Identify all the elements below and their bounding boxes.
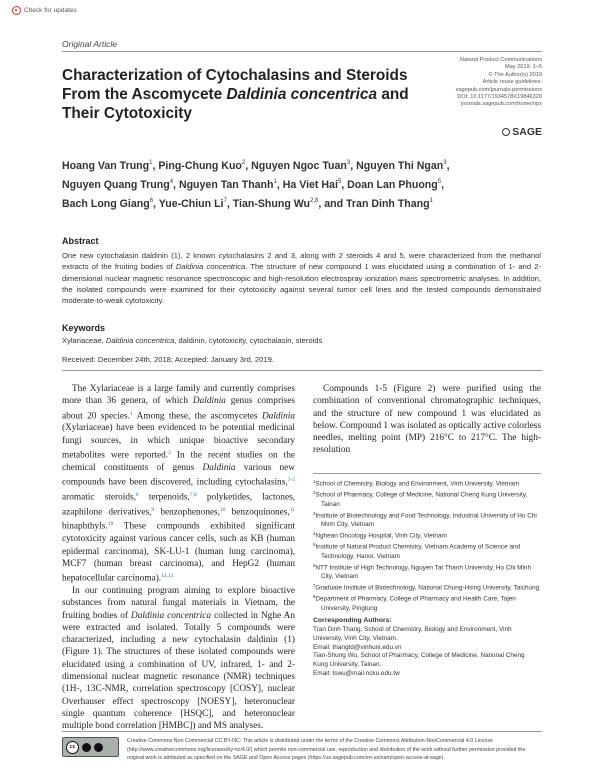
author: Hoang Van Trung$^1$, [62,160,159,172]
citation[interactable]: 3-5 [287,477,295,484]
citation[interactable]: 11 [289,506,295,513]
reuse-link[interactable]: sagepub.com/journals-permissions [455,86,542,93]
citation[interactable]: 10 [220,506,226,513]
corresponding-line: Tran Dinh Thang, School of Chemistry, Biology and Environment, Vinh University, Vinh City, Vietnam. [313,625,512,642]
corresponding-heading: Corresponding Authors: [313,616,392,624]
journal-link[interactable]: journals.sagepub.com/home/npx [461,101,542,108]
author: Nguyen Quang Trung$^4$, [62,179,179,191]
affiliation: $^4$Nghean Oncology Hospital, Vinh City, Vietnam [313,531,447,540]
nc-icon [94,743,103,752]
license-text: Creative Commons Non Commercial CC BY-NC: This article is distributed under the terms of the Creative Commons Attribution-NonCommercial 4.0 License (http://www.creativecommons.org/licenses/by-nc/4.0/) which permits non-commercial use, reproduction and distribution of the work without further permission provided the original work is attributed as specified on the SAGE and Open Access pages (https://us.sagepub.com/en-us/nam/open-access-at-sage). [127,738,526,761]
author: Doan Lan Phuong$^5$, [347,179,445,191]
affiliation: $^2$School of Pharmacy, College of Medicine, National Cheng Kung University, Tainan [313,490,528,508]
paragraph: Compounds 1-5 (Figure 2) were purified using the combination of conventional chromatographic techniques, and the structure of new compound 1 was elucidated as below. Compound 1 was isolated as optically active colorless needles, melting point (MP) 216°C to 217°C. The high-resolution [313,384,541,456]
abstract-text: One new cytochalasin daldinin (1), 2 known cytochalasins 2 and 3, along with 2 steroids 4 and 5, were characterized from the methanol extracts of the fruiting bodies of Daldinia concentrica. The structure of new compound 1 was elucidated using a combination of 1- and 2-dimensional nuclear magnetic resonance spectroscopic and high-resolution electrospray ionization mass spectrometric analyses. In addition, the isolated compounds were examined for their cytotoxicity against several tumor cell lines and the tested compounds demonstrated moderate-to-weak cytotoxicity. [62,251,541,306]
citation[interactable]: 12,13 [161,573,174,580]
keywords-heading: Keywords [62,323,106,333]
affiliation: $^5$Institute of Natural Product Chemistry, Vietnam Academy of Science and Technology, Hanoi, Vietnam [313,542,521,560]
affiliation: $^1$School of Chemistry, Biology and Environment, Vinh University, Vietnam [313,479,520,488]
affiliation: $^8$Department of Pharmacy, College of Pharmacy and Health Care, Tajen University, Pingtung [313,594,516,612]
body-column-right [313,383,541,457]
body-column-left [62,383,295,733]
author: Tran Dinh Thang$^1$ [346,198,433,210]
reuse-label: Article reuse guidelines: [482,79,542,86]
journal-issue: May 2019: 1–5 [504,64,542,71]
doi[interactable]: DOI: 10.1177/1934578X19846320 [457,94,542,101]
citation[interactable]: 10 [107,521,114,528]
author: Tian-Shung Wu$^{2,8}$, and [232,198,347,210]
title-species: Daldinia concentrica [226,86,378,103]
citation[interactable]: 7,8 [189,491,197,498]
journal-meta [402,57,542,109]
body-divider [62,370,542,371]
author: Bach Long Giang$^6$, [62,198,159,210]
title-main: Characterization of Cytochalasins and Steroids From the Ascomycete [62,67,408,103]
cc-icon: cc [66,741,79,754]
affiliation: $^3$Institute of Biotechnology and Food Technology, Industrial University of Ho Chi Minh City, Vietnam [313,510,537,529]
license-footer [62,737,542,763]
affiliations-footnote [313,473,541,679]
affiliation: $^7$Graduate Institute of Biotechnology, National Chung-Hsing University, Taichung [313,583,540,592]
affiliation: $^6$NTT Institute of High Technology, Nguyen Tat Thanh University, Ho Chi Minh City, Vietnam [313,562,531,581]
abstract-heading: Abstract [62,236,99,246]
corresponding-line: Tian-Shung Wu, School of Pharmacy, College of Medicine, National Cheng Kung University, Tainan. [313,652,525,669]
footnote-divider [313,473,541,474]
keywords-list: Xylariaceae, Daldinia concentrica, daldinin, cytotoxicity, cytochalasin, steroids [62,336,323,345]
article-title [62,66,432,123]
update-icon [12,6,21,15]
license-divider [62,731,542,732]
citation[interactable]: 1 [129,410,133,417]
check-updates-label: Check for updates [24,7,77,14]
publisher-name: SAGE [512,126,542,138]
by-icon [82,743,91,752]
article-type: Original Article [62,39,117,49]
sage-logo [502,126,542,138]
citation[interactable]: 9 [151,506,155,513]
author: Nguyen Tan Thanh$^1$, [178,179,283,191]
author: Ha Viet Hai$^5$, [282,179,348,191]
author: Nguyen Ngoc Tuan$^3$, [251,160,357,172]
paragraph: In our continuing program aiming to explore bioactive substances from natural fungal materials in Vietnam, the fruiting bodies of Daldinia concentrica collected in Nghe An were extracted and isolated. Totally 5 compounds were characterized, including a new cytochalasin daldinin (1) (Figure 1). The structures of these isolated compounds were elucidated using a combination of UV, infrared, 1- and 2-dimensional nuclear magnetic resonance (NMR) techniques (1H-, 13C-NMR, correlation spectroscopy [COSY], nuclear Overhauser effect spectroscopy [NOESY], heteronuclear single quantum coherence [HSQC], and heteronuclear multiple bond correlation [HMBC]) and MS analyses. [62,585,296,732]
cc-by-nc-badge[interactable] [62,737,119,757]
author: Nguyen Thi Ngan$^3$, [356,160,450,172]
author-list [62,155,492,212]
copyright: © The Author(s) 2019 [488,71,542,78]
corresponding-email[interactable]: Email: tswu@mail.ncku.edu.tw [313,670,400,678]
paragraph: The Xylariaceae is a large family and currently comprises more than 36 genera, of which Daldinia genus comprises about 20 species.$^1$ Among these, the ascomycetes Daldinia (Xylariaceae) have been evidenced to be potential medicinal fungi sources, in which unique bioactive secondary metabolites were reported.$^2$ In the recent studies on the chemical constituents of genus Daldinia various new compounds have been discovered, including cytochalasins,$^{3-5}$ aromatic steroids,$^6$ terpenoids,$^{7,8}$ polyketides, lactones, azaphilone derivatives,$^9$ benzophenones,$^{10}$ benzoquinones,$^{11}$ binaphthyls.$^{10}$ These compounds exhibited significant cytotoxicity against various cancer cells, such as KB (human epidermal carcinoma), SK-LU-1 (human lung carcinoma), MCF7 (human breast carcinoma), and HepG2 (human hepatocellular carcinoma).$^{12,13}$ [62,384,296,584]
check-for-updates-badge[interactable] [12,6,77,15]
title-tail: and Their Cytotoxicity [62,86,409,122]
journal-name: Natural Product Communications [459,57,542,63]
author: Yue-Chiun Li$^7$, [158,198,233,210]
citation[interactable]: 6 [135,491,139,498]
sage-mark-icon [502,128,510,136]
citation[interactable]: 2 [168,449,171,456]
header-divider [62,51,542,52]
received-dates: Received: December 24th, 2018; Accepted: January 3rd, 2019. [62,355,274,364]
corresponding-email[interactable]: Email: thangtd@vinhuni.edu.vn [313,643,402,651]
author: Ping-Chung Kuo$^2$, [158,160,252,172]
